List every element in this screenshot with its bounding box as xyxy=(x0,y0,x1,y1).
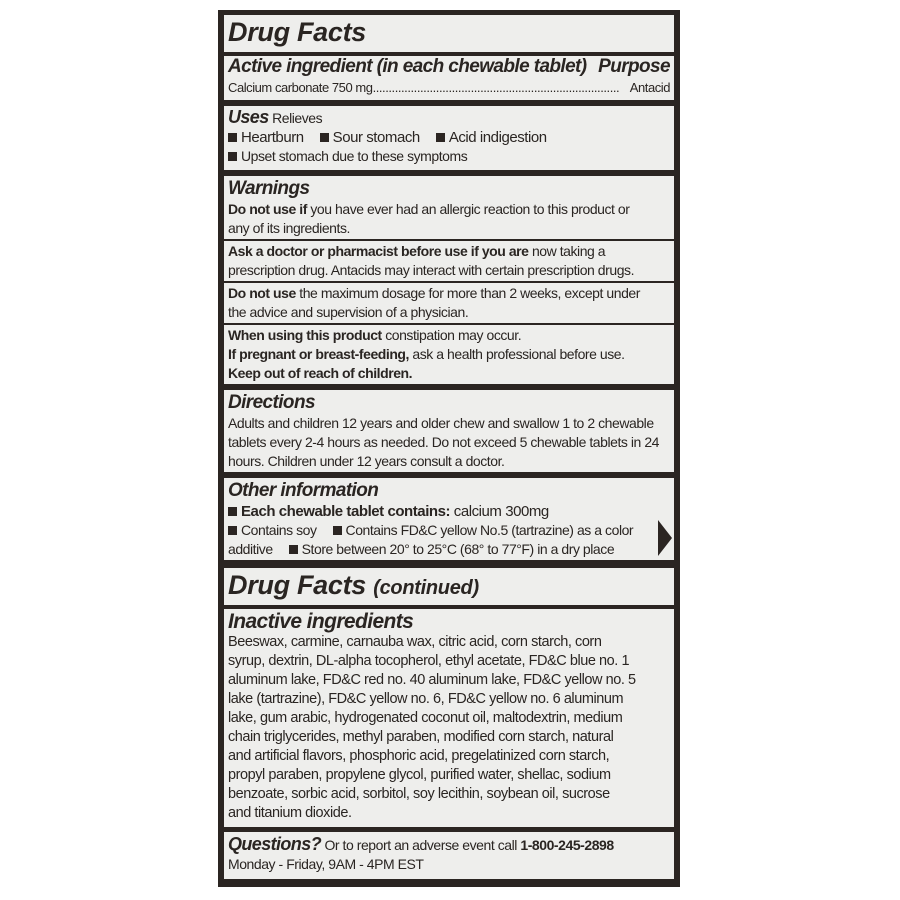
purpose: Antacid xyxy=(629,80,670,95)
active-ingredient-section xyxy=(224,56,674,100)
directions-line: tablets every 2-4 hours as needed. Do not exceed 5 chewable tablets in 24 xyxy=(228,434,660,450)
inactive-line: and titanium dioxide. xyxy=(228,805,352,821)
bullet-icon xyxy=(228,152,237,161)
warning-text: you have ever had an allergic reaction to this product or xyxy=(306,201,630,217)
inactive-line: Beeswax, carmine, carnauba wax, citric acid, corn starch, corn xyxy=(228,634,602,650)
continued-title: Drug Facts xyxy=(228,570,367,600)
other-heading: Other information xyxy=(228,480,379,501)
questions-text: Or to report an adverse event call xyxy=(321,837,521,853)
divider xyxy=(224,323,674,325)
continued-title-section xyxy=(224,568,674,605)
directions-line: hours. Children under 12 years consult a doctor. xyxy=(228,453,505,469)
warnings-section xyxy=(224,176,674,384)
warning-text: the advice and supervision of a physician. xyxy=(228,304,469,320)
continued-subtitle: (continued) xyxy=(373,577,479,599)
purpose-heading: Purpose xyxy=(598,56,670,77)
warning-line xyxy=(228,242,670,261)
bullet-icon xyxy=(228,133,237,142)
continue-arrow-icon xyxy=(658,520,672,556)
use-item: Heartburn xyxy=(241,129,304,146)
directions-line: Adults and children 12 years and older chew and swallow 1 to 2 chewable xyxy=(228,415,654,431)
warning-bold-text: Do not use xyxy=(228,285,296,301)
divider xyxy=(224,239,674,241)
warning-text: now taking a xyxy=(528,243,606,259)
warning-line xyxy=(228,364,670,383)
title: Drug Facts xyxy=(228,17,367,47)
bullet-icon xyxy=(333,526,342,535)
uses-heading: Uses xyxy=(228,107,269,127)
use-item: Acid indigestion xyxy=(448,129,547,146)
inactive-line: propyl paraben, propylene glycol, purified water, shellac, sodium xyxy=(228,767,611,783)
warning-text: the maximum dosage for more than 2 weeks, except under xyxy=(295,285,640,301)
inactive-line: lake (tartrazine), FD&C yellow no. 6, FD&C yellow no. 6 aluminum xyxy=(228,691,624,707)
directions-heading: Directions xyxy=(228,392,315,413)
warning-line xyxy=(228,200,670,219)
warning-text: ask a health professional before use. xyxy=(408,346,625,362)
other-item: Contains soy xyxy=(241,522,317,538)
questions-section xyxy=(224,832,674,879)
inactive-line: aluminum lake, FD&C red no. 40 aluminum lake, FD&C yellow no. 5 xyxy=(228,672,636,688)
other-item: additive xyxy=(228,541,273,557)
inactive-ingredients-section xyxy=(224,609,674,827)
leader-dots: .............................................................................. xyxy=(372,80,620,95)
inactive-line: and artificial flavors, phosphoric acid, pregelatinized corn starch, xyxy=(228,748,610,764)
other-item: Contains FD&C yellow No.5 (tartrazine) as a color xyxy=(345,522,634,538)
active-heading: Active ingredient (in each chewable tablet) xyxy=(228,56,587,77)
warning-bold-text: If pregnant or breast-feeding, xyxy=(228,346,409,362)
inactive-line: chain triglycerides, methyl paraben, modified corn starch, natural xyxy=(228,729,614,745)
inactive-line: benzoate, sorbic acid, sorbitol, soy lecithin, soybean oil, sucrose xyxy=(228,786,610,802)
bullet-icon xyxy=(436,133,445,142)
inactive-heading: Inactive ingredients xyxy=(228,610,414,633)
phone-number: 1-800-245-2898 xyxy=(520,837,614,853)
bullet-icon xyxy=(320,133,329,142)
warning-text: any of its ingredients. xyxy=(228,220,350,236)
other-information-section xyxy=(224,478,674,560)
other-item-bold: Each chewable tablet contains: xyxy=(241,503,451,520)
bullet-icon xyxy=(228,507,237,516)
inactive-line: syrup, dextrin, DL-alpha tocopherol, ethyl acetate, FD&C blue no. 1 xyxy=(228,653,630,669)
other-item: calcium 300mg xyxy=(450,503,549,520)
warning-bold-text: Do not use if xyxy=(228,201,307,217)
warnings-heading: Warnings xyxy=(228,178,310,199)
warning-line xyxy=(228,345,670,364)
inactive-line: lake, gum arabic, hydrogenated coconut oil, maltodextrin, medium xyxy=(228,710,623,726)
bullet-icon xyxy=(228,526,237,535)
use-item: Upset stomach due to these symptoms xyxy=(241,148,468,164)
directions-section xyxy=(224,390,674,472)
ingredient: Calcium carbonate 750 mg xyxy=(228,80,373,95)
uses-intro: Relieves xyxy=(272,110,323,126)
warning-bold-text: Ask a doctor or pharmacist before use if you are xyxy=(228,243,529,259)
questions-heading: Questions? xyxy=(228,834,322,854)
hours: Monday - Friday, 9AM - 4PM EST xyxy=(228,856,424,872)
warning-text: prescription drug. Antacids may interact with certain prescription drugs. xyxy=(228,262,635,278)
warning-line xyxy=(228,219,670,238)
use-item: Sour stomach xyxy=(332,129,420,146)
warning-text: constipation may occur. xyxy=(381,327,522,343)
uses-section xyxy=(224,106,674,170)
title-section xyxy=(224,15,674,52)
warning-line xyxy=(228,303,670,322)
warning-line xyxy=(228,326,670,345)
warning-bold-text: When using this product xyxy=(228,327,382,343)
warning-bold-text: Keep out of reach of children. xyxy=(228,365,413,381)
other-item: Store between 20° to 25°C (68° to 77°F) in a dry place xyxy=(301,541,615,557)
warning-line xyxy=(228,284,670,303)
warning-line xyxy=(228,261,670,280)
divider xyxy=(224,281,674,283)
bullet-icon xyxy=(289,545,298,554)
drug-facts-label xyxy=(218,10,680,887)
